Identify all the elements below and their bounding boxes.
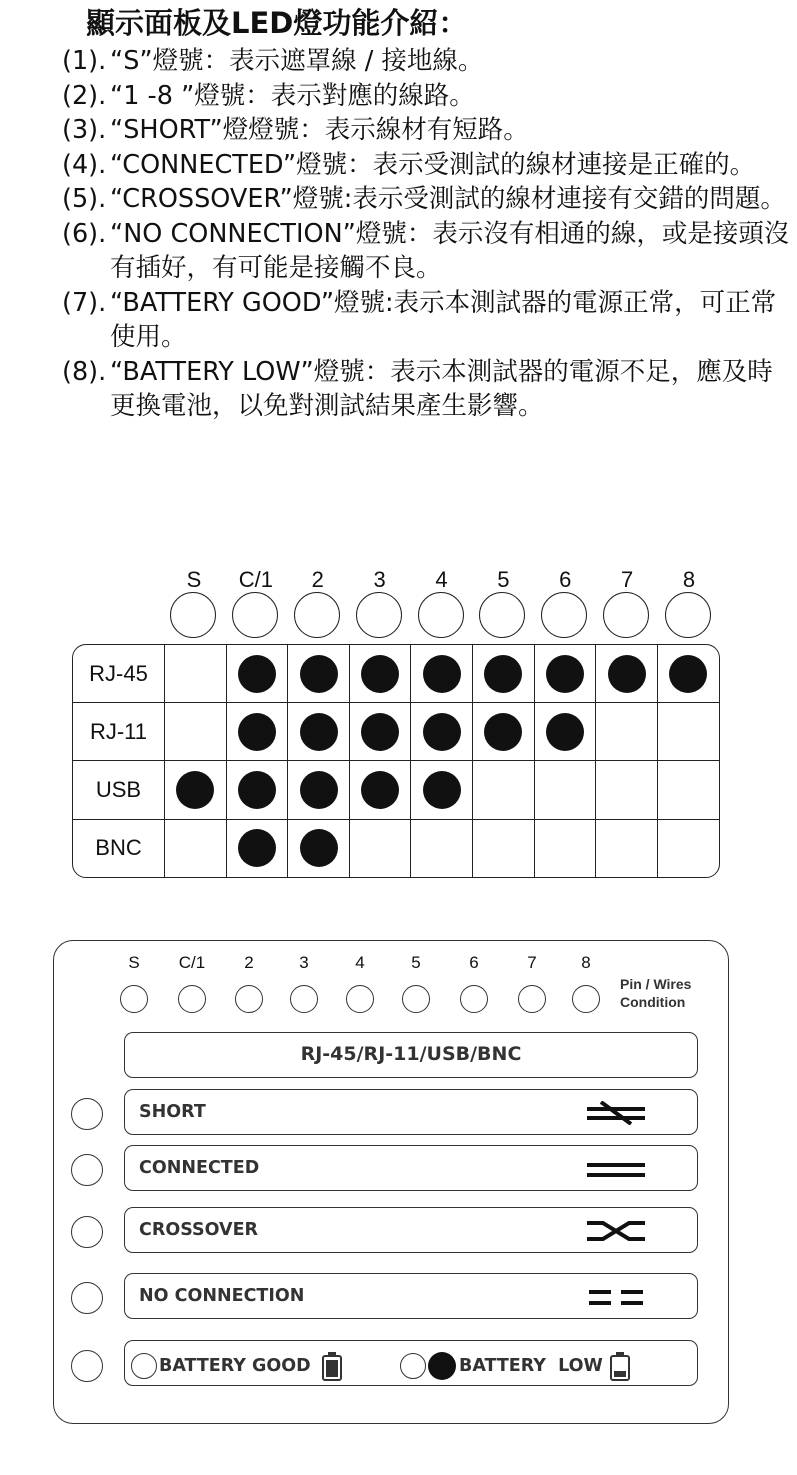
panel-pin-label: 6 — [469, 953, 479, 972]
led-map-pin-ring-icon — [356, 592, 402, 638]
led-map-cell — [657, 703, 719, 761]
led-map-cell — [349, 761, 411, 819]
document-title: 顯示面板及LED燈功能介紹： — [86, 6, 468, 40]
panel-pin-led-icon — [290, 985, 318, 1013]
led-map-row-label: BNC — [73, 819, 165, 877]
short-symbol-icon — [585, 1101, 647, 1125]
led-map-pin-label: 4 — [435, 567, 448, 592]
lit-led-dot-icon — [423, 713, 461, 751]
feature-item-text: “1 -8 ”燈號：表示對應的線路。 — [110, 80, 475, 111]
no-connection-led — [71, 1282, 103, 1314]
feature-item — [62, 113, 790, 148]
battery-box — [124, 1340, 698, 1386]
led-map-pin-label: 7 — [621, 567, 634, 592]
led-map-pin-ring-icon — [603, 592, 649, 638]
led-map-grid — [72, 644, 720, 878]
feature-item-number: (2). — [62, 80, 107, 111]
led-map-cell — [596, 761, 658, 819]
led-map-pin-ring-icon — [232, 592, 278, 638]
feature-item-number: (6). — [62, 218, 107, 249]
lit-led-dot-icon — [423, 655, 461, 693]
feature-item — [62, 355, 790, 424]
feature-item-number: (1). — [62, 46, 107, 76]
led-map-row — [73, 645, 719, 703]
panel-pin-led-icon — [518, 985, 546, 1013]
feature-item-number: (5). — [62, 184, 107, 214]
panel-pin-label: S — [128, 953, 140, 972]
lit-led-dot-icon — [300, 655, 338, 693]
led-map-cell — [288, 819, 350, 877]
feature-item-text: “CONNECTED”燈號：表示受測試的線材連接是正確的。 — [110, 149, 756, 180]
crossover-symbol-icon — [585, 1219, 647, 1243]
no-connection-box — [124, 1273, 698, 1319]
led-map-cell — [165, 819, 227, 877]
led-map-cell — [534, 703, 596, 761]
lit-led-dot-icon — [608, 655, 646, 693]
led-map-cell — [349, 819, 411, 877]
feature-item — [62, 217, 790, 286]
lit-led-dot-icon — [238, 655, 276, 693]
led-map-cell — [411, 761, 473, 819]
connected-symbol-icon — [585, 1157, 647, 1181]
battery-low-icon — [609, 1351, 631, 1381]
led-map-pin-label: C/1 — [238, 567, 273, 592]
led-map-cell — [226, 703, 288, 761]
lit-led-dot-icon — [300, 771, 338, 809]
connected-led — [71, 1154, 103, 1186]
battery-led — [71, 1350, 103, 1382]
feature-item-number: (4). — [62, 149, 107, 180]
feature-item — [62, 79, 790, 114]
led-map-cell — [473, 645, 535, 703]
feature-list — [62, 44, 790, 424]
panel-pin-label: 4 — [355, 953, 365, 972]
panel-pin-label: 5 — [411, 953, 421, 972]
led-map-cell — [534, 761, 596, 819]
short-led — [71, 1098, 103, 1130]
battery-good-label: BATTERY GOOD — [159, 1356, 311, 1376]
led-map-pin-ring-icon — [665, 592, 711, 638]
led-map-cell — [288, 761, 350, 819]
panel-pin-led-icon — [346, 985, 374, 1013]
led-map-row-label: RJ-11 — [73, 703, 165, 761]
battery-low-dot-icon — [428, 1352, 456, 1380]
led-map-cell — [288, 703, 350, 761]
feature-item-text: “NO CONNECTION”燈號：表示沒有相通的線，或是接頭沒有插好，有可能是接觸不良。 — [110, 218, 790, 283]
feature-item-text: “S”燈號：表示遮罩線 / 接地線。 — [110, 46, 484, 76]
battery-good-ring-icon — [131, 1353, 157, 1379]
connected-label: CONNECTED — [139, 1158, 260, 1178]
crossover-led — [71, 1216, 103, 1248]
led-map-pin-label: 6 — [559, 567, 572, 592]
led-map-cell — [349, 645, 411, 703]
led-map-cell — [534, 819, 596, 877]
panel-pin-led-icon — [572, 985, 600, 1013]
panel-pin-label: 7 — [527, 953, 537, 972]
led-map-cell — [657, 645, 719, 703]
feature-item-number: (3). — [62, 115, 107, 145]
feature-item-number: (7). — [62, 287, 107, 318]
panel-pin-label: 8 — [581, 953, 591, 972]
lit-led-dot-icon — [300, 829, 338, 867]
led-map-pin-label: S — [186, 567, 202, 592]
led-map-cell — [226, 645, 288, 703]
led-map-pin-ring-icon — [170, 592, 216, 638]
connected-box — [124, 1145, 698, 1191]
feature-item — [62, 44, 790, 79]
panel-pin-led-icon — [235, 985, 263, 1013]
led-map-cell — [596, 645, 658, 703]
battery-full-icon — [321, 1351, 343, 1381]
feature-item — [62, 148, 790, 183]
led-map-cell — [411, 703, 473, 761]
short-label: SHORT — [139, 1102, 206, 1122]
led-map-cell — [226, 761, 288, 819]
led-map-row — [73, 819, 719, 877]
battery-low-indicator — [400, 1351, 631, 1381]
led-map-pin-ring-icon — [418, 592, 464, 638]
short-box — [124, 1089, 698, 1135]
tester-panel — [53, 940, 729, 1424]
no-connection-symbol-icon — [585, 1285, 647, 1309]
crossover-box — [124, 1207, 698, 1253]
led-map-cell — [165, 761, 227, 819]
lit-led-dot-icon — [669, 655, 707, 693]
led-map-cell — [657, 761, 719, 819]
led-map-pin-ring-icon — [541, 592, 587, 638]
led-map-row — [73, 761, 719, 819]
led-map-cell — [534, 645, 596, 703]
lit-led-dot-icon — [361, 771, 399, 809]
feature-item-text: “BATTERY LOW”燈號：表示本測試器的電源不足，應及時更換電池，以免對測試結果產生影響。 — [110, 356, 773, 421]
led-map-pin-label: 5 — [497, 567, 510, 592]
lit-led-dot-icon — [238, 771, 276, 809]
panel-pin-led-icon — [120, 985, 148, 1013]
led-map-pin-ring-icon — [294, 592, 340, 638]
feature-item-text: “SHORT”燈燈號：表示線材有短路。 — [110, 115, 529, 145]
pin-wires-condition-label: Pin / Wires Condition — [620, 976, 692, 1010]
feature-item-number: (8). — [62, 356, 107, 387]
feature-item — [62, 286, 790, 355]
panel-pin-led-icon — [402, 985, 430, 1013]
led-map-pin-label: 3 — [373, 567, 386, 592]
led-map-cell — [349, 703, 411, 761]
led-map-cell — [165, 703, 227, 761]
panel-pin-label: 3 — [299, 953, 309, 972]
battery-good-indicator — [131, 1351, 343, 1381]
lit-led-dot-icon — [423, 771, 461, 809]
battery-low-ring-icon — [400, 1353, 426, 1379]
lit-led-dot-icon — [546, 655, 584, 693]
lit-led-dot-icon — [546, 713, 584, 751]
crossover-label: CROSSOVER — [139, 1220, 258, 1240]
led-map-cell — [288, 645, 350, 703]
led-map-cell — [411, 645, 473, 703]
cable-type-label: RJ-45/RJ-11/USB/BNC — [300, 1043, 522, 1065]
lit-led-dot-icon — [238, 829, 276, 867]
led-map-pin-label: 8 — [682, 567, 696, 592]
feature-item-text: “CROSSOVER”燈號:表示受測試的線材連接有交錯的問題。 — [110, 184, 786, 214]
led-map-pin-ring-icon — [479, 592, 525, 638]
feature-item — [62, 182, 790, 217]
panel-pin-led-icon — [178, 985, 206, 1013]
lit-led-dot-icon — [176, 771, 214, 809]
lit-led-dot-icon — [484, 655, 522, 693]
led-map-row — [73, 703, 719, 761]
led-map-cell — [473, 761, 535, 819]
led-map-cell — [596, 703, 658, 761]
battery-low-label: BATTERY LOW — [459, 1356, 603, 1376]
no-connection-label: NO CONNECTION — [139, 1286, 305, 1306]
panel-pin-label: C/1 — [178, 953, 206, 972]
led-map-cell — [657, 819, 719, 877]
led-map-cell — [596, 819, 658, 877]
panel-pin-label: 2 — [244, 953, 254, 972]
led-map-cell — [411, 819, 473, 877]
panel-pin-led-icon — [460, 985, 488, 1013]
led-map-cell — [165, 645, 227, 703]
cable-type-box — [124, 1032, 698, 1078]
feature-item-text: “BATTERY GOOD”燈號:表示本測試器的電源正常，可正常使用。 — [110, 287, 777, 352]
lit-led-dot-icon — [361, 655, 399, 693]
lit-led-dot-icon — [361, 713, 399, 751]
led-map-row-label: RJ-45 — [73, 645, 165, 703]
led-map-row-label: USB — [73, 761, 165, 819]
lit-led-dot-icon — [484, 713, 522, 751]
lit-led-dot-icon — [238, 713, 276, 751]
lit-led-dot-icon — [300, 713, 338, 751]
led-map-cell — [473, 703, 535, 761]
led-map-cell — [226, 819, 288, 877]
led-map-pin-label: 2 — [311, 567, 324, 592]
led-map — [72, 563, 722, 883]
led-map-cell — [473, 819, 535, 877]
